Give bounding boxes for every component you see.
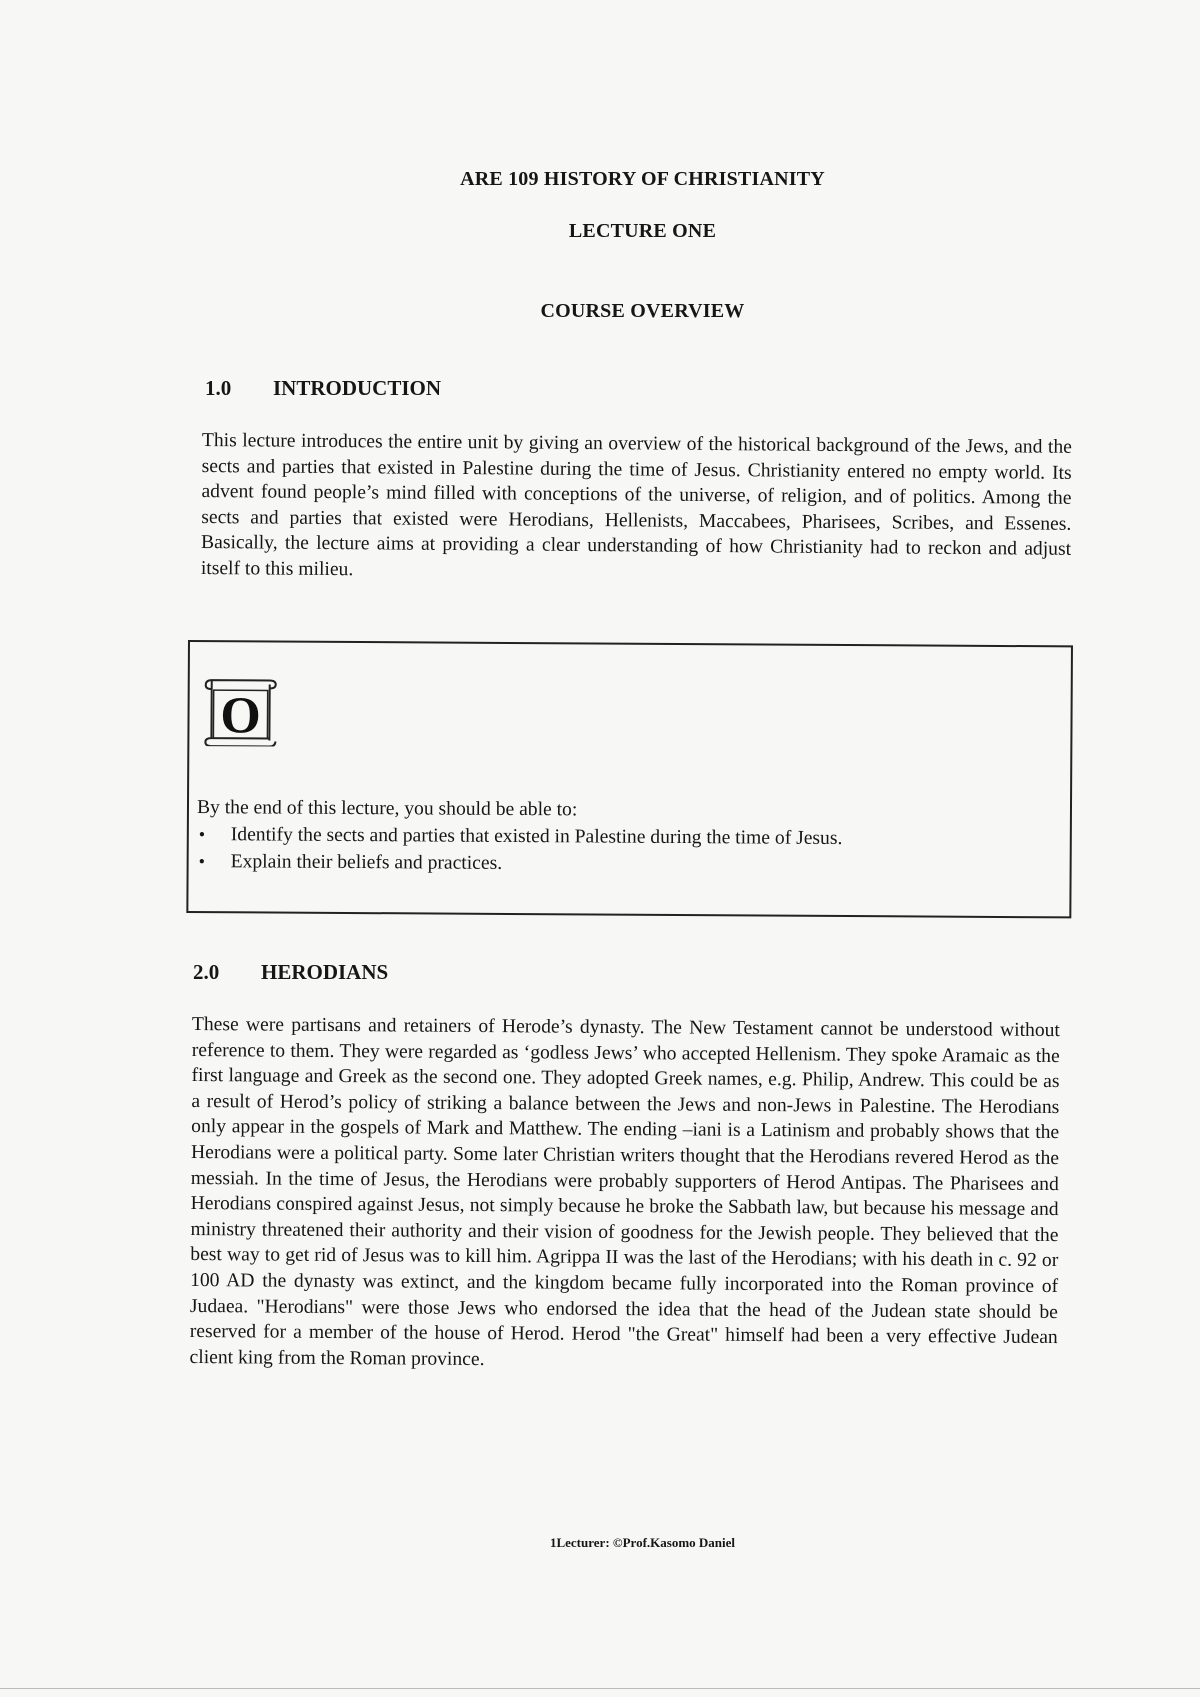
objectives-box	[186, 640, 1073, 918]
objectives-letter: O	[220, 687, 261, 745]
scroll-icon	[203, 674, 277, 746]
intro-paragraph: This lecture introduces the entire unit by giving an overview of the historical background of the Jews, and the sects and parties that existed in Palestine during the time of Jesus. Christianity entered no empty world. Its advent found people’s mind filled with conceptions of the universe, of religion, and of politics. Among the sects and parties that existed were Herodians, Hellenists, Maccabees, Pharisees, Scribes, and Essenes. Basically, the lecture aims at providing a clear understanding of how Christianity had to reckon and adjust itself to this milieu.	[200, 429, 1072, 581]
objective-item-1: • Identify the sects and parties that existed in Palestine during the time of Jesus.	[197, 821, 843, 852]
herodians-heading	[193, 960, 388, 985]
intro-heading	[205, 376, 441, 401]
objectives-lead: By the end of this lecture, you should be able to:	[196, 797, 578, 821]
intro-title: INTRODUCTION	[273, 376, 442, 400]
herodians-paragraph: These were partisans and retainers of Herode’s dynasty. The New Testament cannot be understood without reference to them. They were regarded as ‘godless Jews’ who accepted Hellenism. They spoke Aramaic as the first language and Greek as the second one. They adopted Greek names, e.g. Philip, Andrew. This could be as a result of Herod’s policy of striking a balance between the Jews and non-Jews in Palestine. The Herodians only appear in the gospels of Mark and Matthew. The ending –iani is a Latinism and probably shows that the Herodians were a political party. Some later Christian writers thought that the Herodians revered Herod as the messiah. In the time of Jesus, the Herodians were probably supporters of Herod Antipas. The Pharisees and Herodians conspired against Jesus, not simply because he broke the Sabbath law, but because his message and ministry threatened their authority and their vision of goodness for the Jewish people. They believed that the best way to get rid of Jesus was to kill him. Agrippa II was the last of the Herodians; with his death in c. 92 or 100 AD the dynasty was extinct, and the kingdom became fully incorporated into the Roman province of Judaea. "Herodians" were those Jews who endorsed the idea that the head of the Judean state should be reserved for a member of the house of Herod. Herod "the Great" himself had been a very effective Judean client king from the Roman province.	[189, 1013, 1060, 1370]
intro-number: 1.0	[205, 376, 232, 400]
objectives-content	[197, 794, 843, 879]
page-edge	[0, 1688, 1200, 1689]
herodians-title: HERODIANS	[261, 960, 389, 984]
herodians-number: 2.0	[193, 960, 220, 984]
page-footer: 1Lecturer: ©Prof.Kasomo Daniel	[549, 1535, 736, 1550]
course-title: ARE 109 HISTORY OF CHRISTIANITY	[460, 168, 825, 190]
objective-item-2: • Explain their beliefs and practices.	[197, 848, 843, 879]
lecture-title: LECTURE ONE	[568, 220, 717, 242]
objectives-list	[197, 821, 843, 879]
overview-title: COURSE OVERVIEW	[540, 300, 745, 322]
